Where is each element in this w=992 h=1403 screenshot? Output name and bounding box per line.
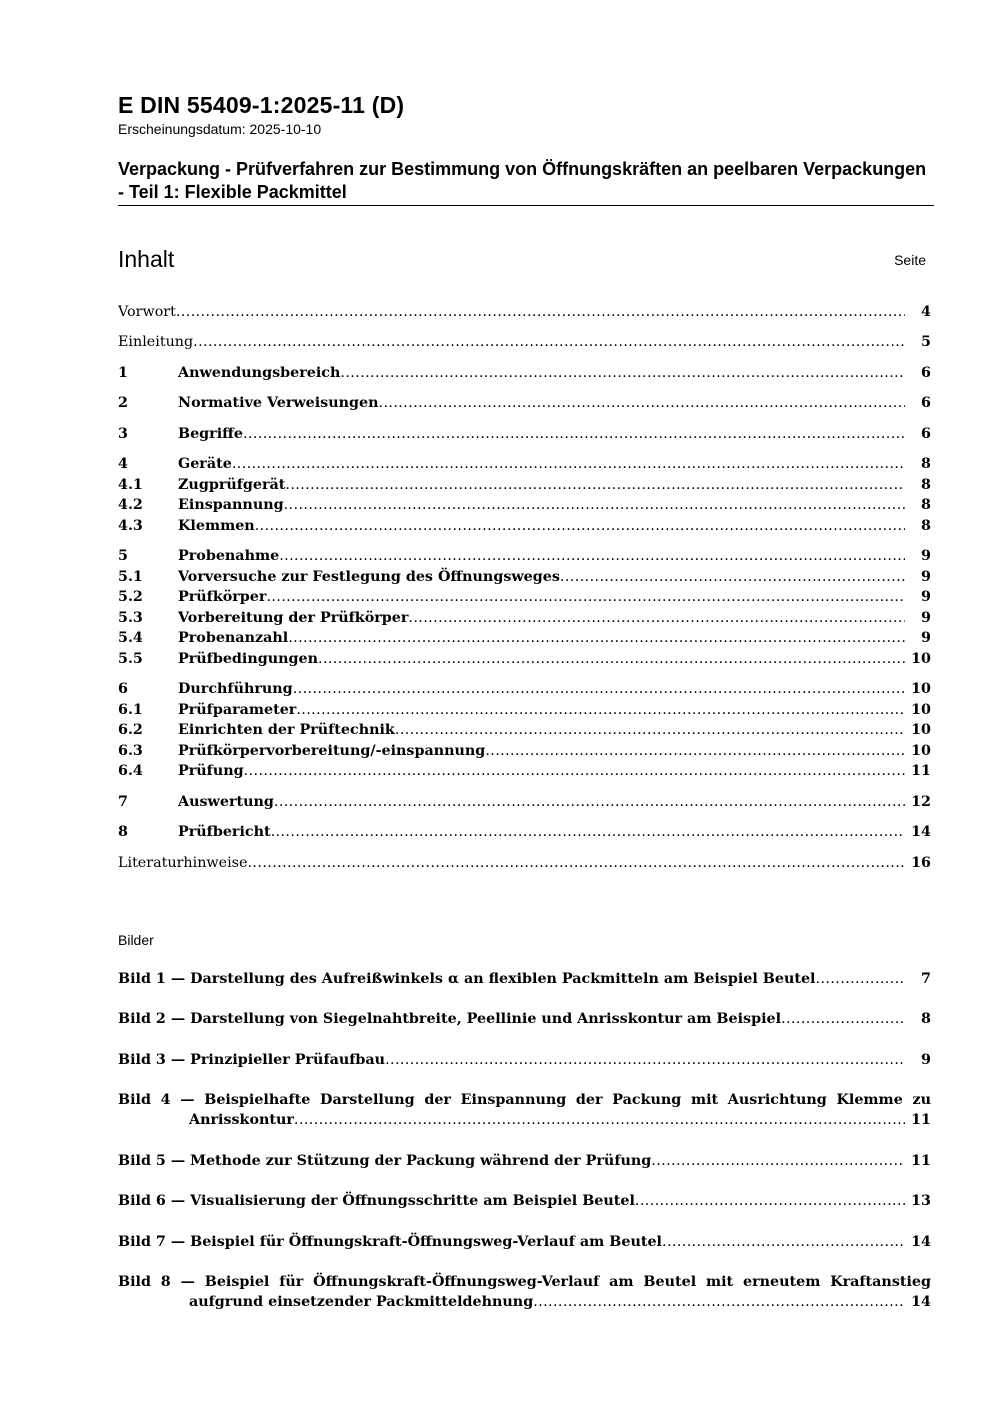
toc-entry-number: 4.1 [118, 477, 143, 493]
toc-entry-title: Prüfparameter ..... [178, 700, 905, 720]
figure-entry-title: Bild 1 — Darstellung des Aufreißwinkels α an flexiblen Packmitteln am Beispiel Beutel ..... [118, 969, 905, 989]
toc-entry[interactable] [118, 454, 931, 474]
toc-entry-number: 7 [118, 794, 128, 810]
toc-entry-page: 11 [911, 763, 931, 779]
figure-entry-title-continued: aufgrund einsetzender Packmitteldehnung ..... [189, 1292, 905, 1312]
toc-heading: Inhalt [118, 246, 175, 272]
toc-entry-page: 10 [911, 743, 931, 759]
toc-entry-number: 5 [118, 548, 128, 564]
toc-entry-title: Auswertung ..... [178, 792, 905, 812]
toc-entry-title: Zugprüfgerät ..... [178, 475, 905, 495]
toc-entry-title: Normative Verweisungen ..... [178, 393, 905, 413]
figure-entry-title: Bild 3 — Prinzipieller Prüfaufbau ..... [118, 1050, 905, 1070]
toc-entry[interactable] [118, 302, 931, 322]
toc-entry-page: 9 [921, 569, 931, 585]
figures-label: Bilder [118, 932, 154, 948]
toc-entry-title: Einleitung ..... [118, 332, 905, 352]
table-of-contents [118, 302, 931, 872]
toc-entry[interactable] [118, 332, 931, 352]
document-title: Verpackung - Prüfverfahren zur Bestimmung von Öffnungskräften an peelbaren Verpackungen - Teil 1: Flexible Packmittel [118, 158, 934, 206]
toc-entry[interactable] [118, 853, 931, 873]
toc-entry-number: 1 [118, 365, 128, 381]
figure-entry-title: Bild 4 — Beispielhafte Darstellung der Einspannung der Packung mit Ausrichtung Klemme zu [118, 1092, 931, 1108]
toc-header [118, 245, 926, 273]
toc-entry-page: 4 [921, 304, 931, 320]
toc-entry-number: 5.2 [118, 589, 143, 605]
toc-entry-title: Probenanzahl ..... [178, 628, 905, 648]
toc-entry-number: 5.5 [118, 651, 143, 667]
toc-entry[interactable] [118, 822, 931, 842]
toc-entry-title: Begriffe ..... [178, 424, 905, 444]
toc-entry-page: 10 [911, 722, 931, 738]
toc-entry-number: 6.4 [118, 763, 143, 779]
figure-entry-title: Bild 2 — Darstellung von Siegelnahtbreite, Peellinie und Anrisskontur am Beispiel ..... [118, 1009, 905, 1029]
toc-entry-number: 6.2 [118, 722, 143, 738]
toc-entry-page: 9 [921, 610, 931, 626]
toc-entry[interactable] [118, 475, 931, 495]
toc-entry-page: 6 [921, 426, 931, 442]
toc-entry-title: Probenahme ..... [178, 546, 905, 566]
toc-entry-title: Vorwort ..... [118, 302, 905, 322]
toc-entry-number: 2 [118, 395, 128, 411]
toc-entry[interactable] [118, 761, 931, 781]
toc-entry[interactable] [118, 628, 931, 648]
toc-entry-page: 10 [911, 651, 931, 667]
figure-entry-title: Bild 6 — Visualisierung der Öffnungsschritte am Beispiel Beutel ..... [118, 1191, 905, 1211]
toc-entry-title: Literaturhinweise ..... [118, 853, 905, 873]
toc-entry-number: 6 [118, 681, 128, 697]
toc-entry-title: Durchführung ..... [178, 679, 905, 699]
toc-entry[interactable] [118, 741, 931, 761]
toc-entry-page: 14 [911, 824, 931, 840]
toc-entry[interactable] [118, 608, 931, 628]
toc-entry-title: Prüfkörper ..... [178, 587, 905, 607]
toc-entry-page: 10 [911, 702, 931, 718]
figure-entry-page: 7 [921, 971, 931, 987]
figure-entry-page: 9 [921, 1052, 931, 1068]
toc-page-label: Seite [894, 252, 926, 268]
toc-entry-page: 8 [921, 456, 931, 472]
toc-entry-number: 3 [118, 426, 128, 442]
toc-entry-page: 10 [911, 681, 931, 697]
toc-entry[interactable] [118, 363, 931, 383]
toc-entry-number: 5.4 [118, 630, 143, 646]
toc-entry-page: 16 [911, 855, 931, 871]
toc-entry-number: 5.1 [118, 569, 143, 585]
list-of-figures [118, 969, 931, 1319]
toc-entry[interactable] [118, 546, 931, 566]
toc-entry-number: 4.2 [118, 497, 143, 513]
toc-entry-page: 9 [921, 548, 931, 564]
toc-entry-number: 6.1 [118, 702, 143, 718]
toc-entry-number: 6.3 [118, 743, 143, 759]
figure-entry-page: 8 [921, 1011, 931, 1027]
figure-entry-page: 14 [911, 1234, 931, 1250]
toc-entry-page: 8 [921, 518, 931, 534]
toc-entry-page: 8 [921, 497, 931, 513]
figure-entry-title-continued: Anrisskontur ..... [189, 1110, 905, 1130]
toc-entry-number: 4 [118, 456, 128, 472]
toc-entry-page: 8 [921, 477, 931, 493]
toc-entry-title: Einrichten der Prüftechnik ..... [178, 720, 905, 740]
toc-entry-title: Prüfkörpervorbereitung/-einspannung ..... [178, 741, 905, 761]
toc-entry[interactable] [118, 679, 931, 699]
toc-entry-page: 6 [921, 395, 931, 411]
toc-entry[interactable] [118, 393, 931, 413]
toc-entry-title: Klemmen ..... [178, 516, 905, 536]
toc-entry-title: Vorbereitung der Prüfkörper ..... [178, 608, 905, 628]
toc-entry[interactable] [118, 649, 931, 669]
toc-entry[interactable] [118, 587, 931, 607]
publication-date: Erscheinungsdatum: 2025-10-10 [118, 121, 322, 137]
figure-entry-title: Bild 8 — Beispiel für Öffnungskraft-Öffnungsweg-Verlauf am Beutel mit erneutem Kraftanstieg [118, 1274, 931, 1290]
toc-entry-page: 6 [921, 365, 931, 381]
toc-entry[interactable] [118, 495, 931, 515]
toc-entry-title: Einspannung ..... [178, 495, 905, 515]
toc-entry[interactable] [118, 516, 931, 536]
figure-entry-page: 11 [911, 1112, 931, 1128]
document-header [118, 90, 934, 206]
figure-entry-page: 14 [911, 1294, 931, 1310]
toc-entry[interactable] [118, 792, 931, 812]
toc-entry[interactable] [118, 424, 931, 444]
toc-entry-title: Prüfbedingungen ..... [178, 649, 905, 669]
toc-entry-title: Prüfung ..... [178, 761, 905, 781]
document-id: E DIN 55409-1:2025-11 (D) [118, 92, 405, 118]
toc-entry[interactable] [118, 567, 931, 587]
figure-entry-title: Bild 7 — Beispiel für Öffnungskraft-Öffnungsweg-Verlauf am Beutel ..... [118, 1232, 905, 1252]
toc-entry-number: 4.3 [118, 518, 143, 534]
toc-entry-title: Vorversuche zur Festlegung des Öffnungsweges ..... [178, 567, 905, 587]
toc-entry-title: Anwendungsbereich ..... [178, 363, 905, 383]
toc-entry-title: Prüfbericht ..... [178, 822, 905, 842]
figure-entry-page: 11 [911, 1153, 931, 1169]
toc-entry-page: 12 [911, 794, 931, 810]
toc-entry-number: 8 [118, 824, 128, 840]
toc-entry-page: 9 [921, 630, 931, 646]
toc-entry[interactable] [118, 700, 931, 720]
toc-entry-title: Geräte ..... [178, 454, 905, 474]
toc-entry[interactable] [118, 720, 931, 740]
figure-entry-title: Bild 5 — Methode zur Stützung der Packung während der Prüfung ..... [118, 1151, 905, 1171]
toc-entry-page: 5 [921, 334, 931, 350]
toc-entry-number: 5.3 [118, 610, 143, 626]
figure-entry-page: 13 [911, 1193, 931, 1209]
toc-entry-page: 9 [921, 589, 931, 605]
